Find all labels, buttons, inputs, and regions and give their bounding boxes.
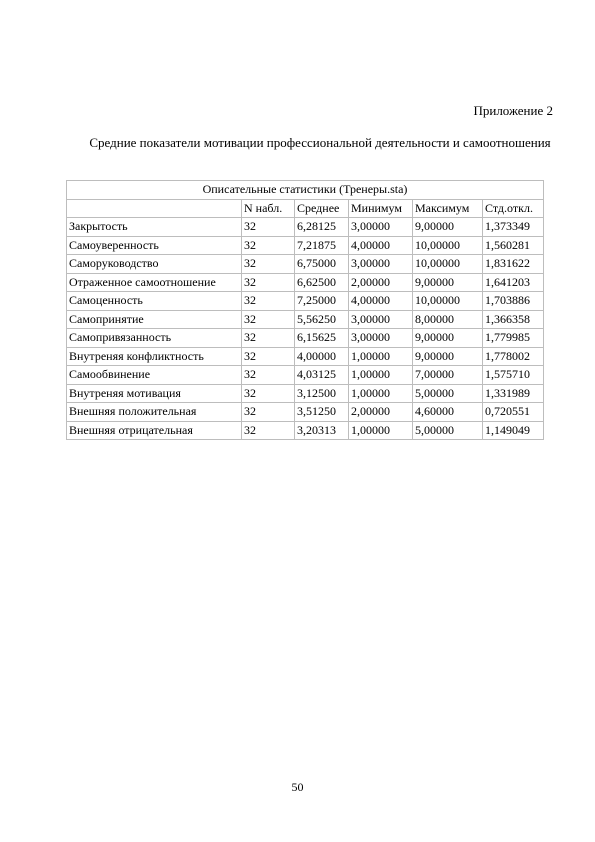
table-row [67,366,544,385]
value-cell: 3,51250 [295,403,349,422]
value-cell: 5,56250 [295,310,349,329]
table-header-row [67,199,544,218]
value-cell: 32 [242,218,295,237]
header-cell: Минимум [349,199,413,218]
appendix-label: Приложение 2 [473,103,553,118]
value-cell: 1,778002 [483,347,544,366]
row-label-cell: Самоценность [67,292,242,311]
value-cell: 9,00000 [413,218,483,237]
table-row [67,403,544,422]
value-cell: 32 [242,384,295,403]
value-cell: 10,00000 [413,292,483,311]
value-cell: 7,21875 [295,236,349,255]
value-cell: 1,779985 [483,329,544,348]
value-cell: 2,00000 [349,273,413,292]
table-row [67,421,544,440]
row-label-cell: Внешняя положительная [67,403,242,422]
value-cell: 9,00000 [413,347,483,366]
value-cell: 8,00000 [413,310,483,329]
row-label-cell: Самоуверенность [67,236,242,255]
value-cell: 9,00000 [413,329,483,348]
value-cell: 0,720551 [483,403,544,422]
value-cell: 1,331989 [483,384,544,403]
table-row [67,255,544,274]
table-body [67,218,544,440]
value-cell: 3,00000 [349,329,413,348]
table-row [67,310,544,329]
table-row [67,273,544,292]
value-cell: 6,75000 [295,255,349,274]
value-cell: 1,560281 [483,236,544,255]
value-cell: 5,00000 [413,421,483,440]
value-cell: 4,03125 [295,366,349,385]
header-cell [67,199,242,218]
row-label-cell: Внутреняя конфликтность [67,347,242,366]
value-cell: 32 [242,421,295,440]
header-cell: Стд.откл. [483,199,544,218]
header-cell: Среднее [295,199,349,218]
value-cell: 1,00000 [349,366,413,385]
value-cell: 4,60000 [413,403,483,422]
value-cell: 10,00000 [413,236,483,255]
value-cell: 6,28125 [295,218,349,237]
value-cell: 32 [242,273,295,292]
value-cell: 7,25000 [295,292,349,311]
value-cell: 7,00000 [413,366,483,385]
value-cell: 32 [242,292,295,311]
value-cell: 1,366358 [483,310,544,329]
page-number: 50 [291,780,304,794]
table-row [67,292,544,311]
value-cell: 32 [242,366,295,385]
value-cell: 1,00000 [349,421,413,440]
value-cell: 4,00000 [349,292,413,311]
value-cell: 5,00000 [413,384,483,403]
row-label-cell: Самопринятие [67,310,242,329]
value-cell: 6,15625 [295,329,349,348]
row-label-cell: Закрытость [67,218,242,237]
table-row [67,347,544,366]
value-cell: 32 [242,310,295,329]
header-cell: Максимум [413,199,483,218]
value-cell: 32 [242,255,295,274]
row-label-cell: Внутреняя мотивация [67,384,242,403]
value-cell: 6,62500 [295,273,349,292]
value-cell: 4,00000 [349,236,413,255]
value-cell: 3,20313 [295,421,349,440]
value-cell: 1,575710 [483,366,544,385]
row-label-cell: Внешняя отрицательная [67,421,242,440]
value-cell: 1,831622 [483,255,544,274]
table-row [67,384,544,403]
value-cell: 3,00000 [349,255,413,274]
value-cell: 4,00000 [295,347,349,366]
value-cell: 32 [242,236,295,255]
value-cell: 3,00000 [349,218,413,237]
row-label-cell: Самопривязанность [67,329,242,348]
table-row [67,329,544,348]
value-cell: 1,703886 [483,292,544,311]
table-row [67,236,544,255]
table-caption: Описательные статистики (Тренеры.sta) [67,181,544,200]
value-cell: 1,00000 [349,347,413,366]
value-cell: 1,149049 [483,421,544,440]
value-cell: 2,00000 [349,403,413,422]
value-cell: 3,12500 [295,384,349,403]
value-cell: 3,00000 [349,310,413,329]
value-cell: 10,00000 [413,255,483,274]
value-cell: 1,00000 [349,384,413,403]
descriptive-statistics-table [66,180,544,440]
value-cell: 32 [242,347,295,366]
header-cell: N набл. [242,199,295,218]
document-title: Средние показатели мотивации профессиональной деятельности и самоотношения [89,135,551,150]
value-cell: 32 [242,403,295,422]
row-label-cell: Отраженное самоотношение [67,273,242,292]
row-label-cell: Саморуководство [67,255,242,274]
value-cell: 9,00000 [413,273,483,292]
table-row [67,218,544,237]
value-cell: 1,373349 [483,218,544,237]
row-label-cell: Самообвинение [67,366,242,385]
value-cell: 1,641203 [483,273,544,292]
value-cell: 32 [242,329,295,348]
